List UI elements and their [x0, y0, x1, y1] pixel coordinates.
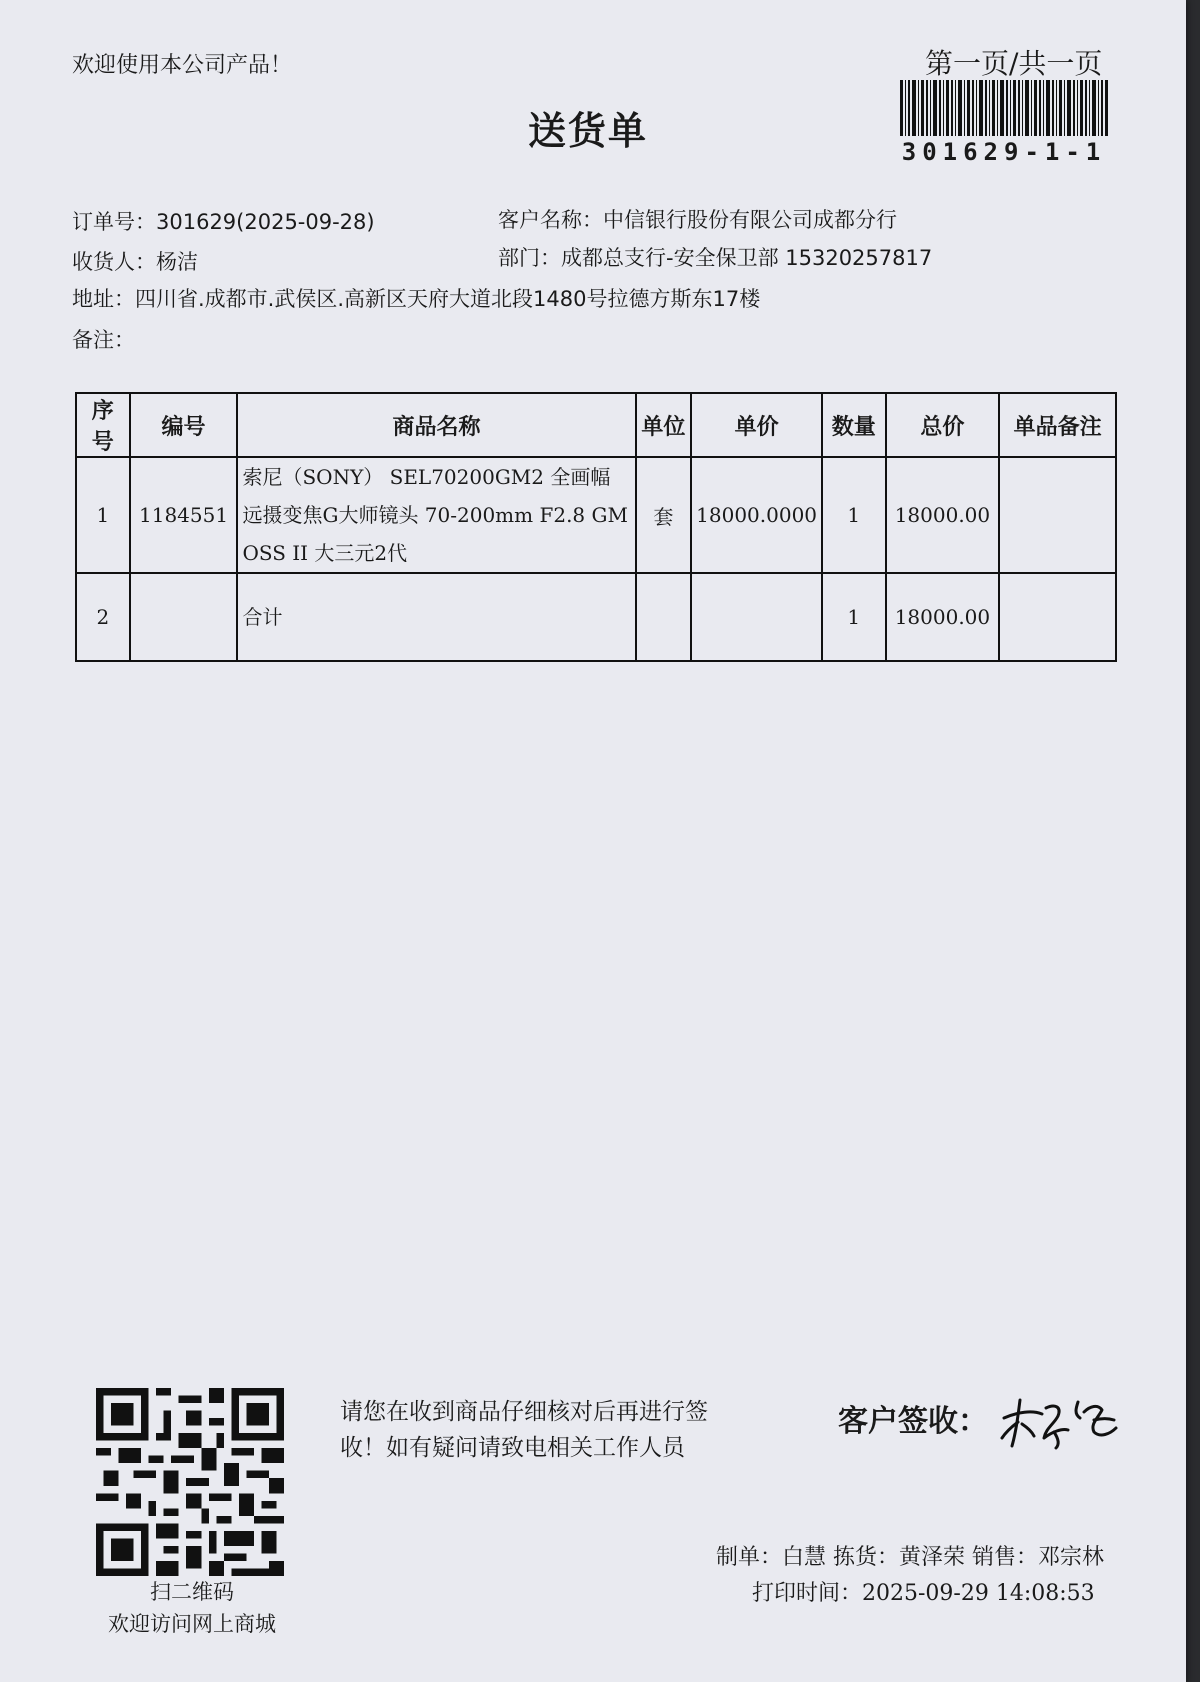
receiver-name: 收货人：杨洁 [72, 250, 198, 274]
cell-seq: 2 [76, 573, 130, 661]
goods-table [75, 392, 1117, 662]
header-quantity: 数量 [822, 393, 885, 457]
customer-signature-label: 客户签收： [838, 1404, 988, 1439]
cell-unit-price [691, 573, 822, 661]
header-product-name: 商品名称 [237, 393, 635, 457]
header-code: 编号 [130, 393, 238, 457]
cell-unit-price: 18000.0000 [691, 457, 822, 573]
handwritten-signature [998, 1388, 1120, 1452]
qr-caption-line-2: 欢迎访问网上商城 [108, 1612, 276, 1636]
header-total: 总价 [886, 393, 1000, 457]
header-unit: 单位 [636, 393, 692, 457]
table-header-row [76, 393, 1116, 457]
cell-seq: 1 [76, 457, 130, 573]
product-name-line-3: OSS II 大三元2代 [242, 541, 408, 565]
delivery-address: 地址：四川省.成都市.武侯区.高新区天府大道北段1480号拉德方斯东17楼 [72, 287, 761, 311]
header-seq: 序号 [76, 393, 130, 457]
inspection-notice [340, 1394, 780, 1466]
cell-product-name [237, 457, 635, 573]
cell-unit: 套 [636, 457, 692, 573]
product-name-line-2: 远摄变焦G大师镜头 70-200mm F2.8 GM [242, 503, 628, 527]
staff-info: 制单：白慧 拣货：黄泽荣 销售：邓宗林 [716, 1545, 1104, 1570]
welcome-text: 欢迎使用本公司产品！ [72, 53, 293, 78]
cell-product-name: 合计 [237, 573, 635, 661]
table-row [76, 573, 1116, 661]
header-unit-price: 单价 [691, 393, 822, 457]
page-indicator: 第一页/共一页 [925, 47, 1103, 80]
customer-name: 客户名称：中信银行股份有限公司成都分行 [498, 208, 897, 232]
cell-item-note [999, 457, 1116, 573]
barcode-icon [900, 80, 1108, 136]
cell-code [130, 573, 238, 661]
cell-unit [636, 573, 692, 661]
table-row [76, 457, 1116, 573]
qr-caption [72, 1576, 312, 1640]
barcode-number: 301629-1-1 [901, 138, 1107, 166]
print-time: 打印时间：2025-09-29 14:08:53 [752, 1581, 1095, 1606]
document-title: 送货单 [528, 109, 649, 153]
order-number: 订单号：301629(2025-09-28) [72, 210, 375, 234]
cell-code: 1184551 [130, 457, 238, 573]
header-item-note: 单品备注 [999, 393, 1116, 457]
qr-code-icon [96, 1388, 284, 1576]
qr-caption-line-1: 扫二维码 [150, 1580, 234, 1604]
notice-line-1: 请您在收到商品仔细核对后再进行签 [340, 1399, 708, 1425]
product-name-line-1: 索尼（SONY） SEL70200GM2 全画幅 [242, 465, 611, 489]
cell-item-note [999, 573, 1116, 661]
cell-total: 18000.00 [886, 457, 1000, 573]
cell-quantity: 1 [822, 457, 885, 573]
cell-total: 18000.00 [886, 573, 1000, 661]
cell-quantity: 1 [822, 573, 885, 661]
department: 部门：成都总支行-安全保卫部 15320257817 [498, 246, 933, 270]
notice-line-2: 收！如有疑问请致电相关工作人员 [340, 1435, 685, 1461]
remark: 备注： [72, 328, 135, 352]
